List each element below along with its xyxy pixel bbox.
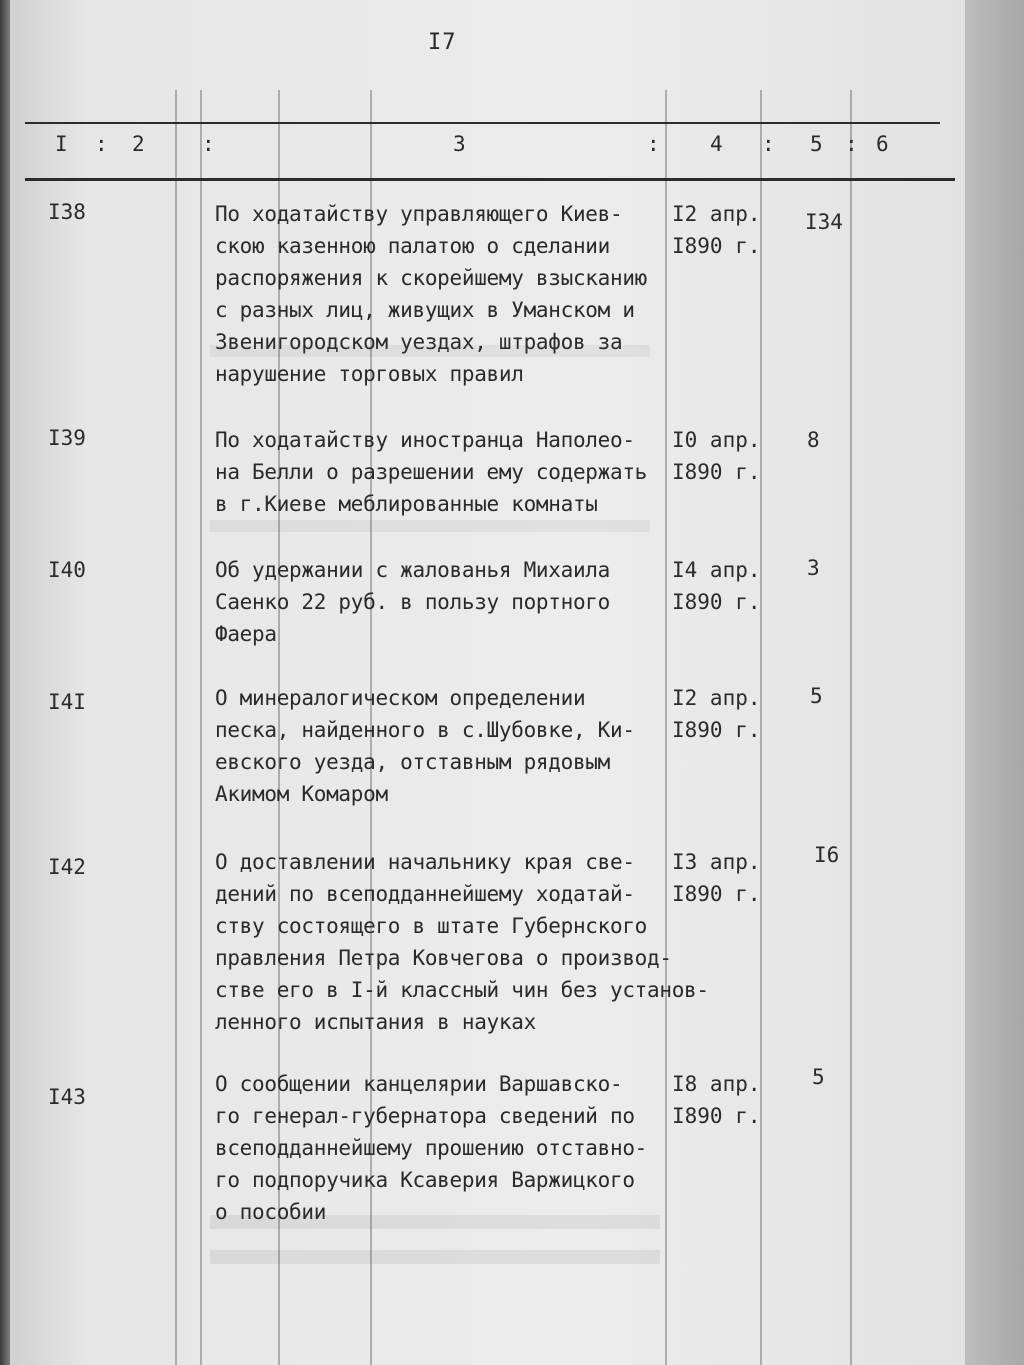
- header-bottom-rule: [25, 178, 955, 181]
- row-date: I2 апр. I890 г.: [672, 202, 761, 258]
- header-sep: :: [647, 132, 660, 156]
- row-date: I4 апр. I890 г.: [672, 558, 761, 614]
- column-rule: [175, 90, 177, 1365]
- page-number: I7: [428, 30, 457, 55]
- row-sheet-count: I6: [814, 843, 840, 867]
- row-number: I38: [48, 200, 86, 224]
- row-description: По ходатайству управляющего Киев- скою казенною палатою о сделании распоряжения к скорейшему взысканию с разных лиц, живущих в Уманском и Звенигородском уездах, штрафов за нарушение торговых правил: [215, 202, 648, 386]
- column-rule: [850, 90, 852, 1365]
- row-description: О минералогическом определении песка, найденного в с.Шубовке, Ки- евского уезда, отставным рядовым Акимом Комаром: [215, 686, 635, 806]
- header-col-5: 5: [810, 132, 823, 156]
- row-description: О доставлении начальнику края све- дений по всеподданнейшему ходатай- ству состоящего в штате Губернского правления Петра Ковчегова о производ- стве его в I-й классный чин без установ- ленного испытания в науках: [215, 850, 709, 1034]
- bleed-through-mark: [210, 1215, 660, 1229]
- document-page: [10, 0, 965, 1365]
- header-sep: :: [762, 132, 775, 156]
- row-number: I40: [48, 558, 86, 582]
- header-sep: :: [95, 132, 108, 156]
- header-col-6: 6: [876, 132, 889, 156]
- row-sheet-count: I34: [805, 210, 843, 234]
- row-date: I8 апр. I890 г.: [672, 1072, 761, 1128]
- row-description: Об удержании с жалованья Михаила Саенко 22 руб. в пользу портного Фаера: [215, 558, 610, 646]
- next-page-edge: [965, 0, 1024, 1365]
- row-date: I0 апр. I890 г.: [672, 428, 761, 484]
- header-col-2: 2: [132, 132, 145, 156]
- bleed-through-mark: [210, 1250, 660, 1264]
- bleed-through-mark: [210, 520, 650, 532]
- header-sep: :: [845, 132, 858, 156]
- row-date: I3 апр. I890 г.: [672, 850, 761, 906]
- row-number: I4I: [48, 690, 86, 714]
- header-col-3: 3: [453, 132, 466, 156]
- row-sheet-count: 8: [807, 428, 820, 452]
- row-number: I43: [48, 1085, 86, 1109]
- row-number: I39: [48, 426, 86, 450]
- row-description: По ходатайству иностранца Наполео- на Белли о разрешении ему содержать в г.Киеве меблированные комнаты: [215, 428, 648, 516]
- row-sheet-count: 5: [810, 684, 823, 708]
- row-sheet-count: 5: [812, 1065, 825, 1089]
- row-sheet-count: 3: [807, 556, 820, 580]
- row-date: I2 апр. I890 г.: [672, 686, 761, 742]
- row-number: I42: [48, 855, 86, 879]
- header-top-rule: [25, 122, 940, 124]
- column-rule: [200, 90, 202, 1365]
- header-col-4: 4: [710, 132, 723, 156]
- header-sep: :: [202, 132, 215, 156]
- bleed-through-mark: [210, 345, 650, 357]
- row-description: О сообщении канцелярии Варшавско- го генерал-губернатора сведений по всеподданнейшему прошению отставно- го подпоручика Ксаверия Варжицкого о пособии: [215, 1072, 648, 1224]
- header-col-1: I: [55, 132, 68, 156]
